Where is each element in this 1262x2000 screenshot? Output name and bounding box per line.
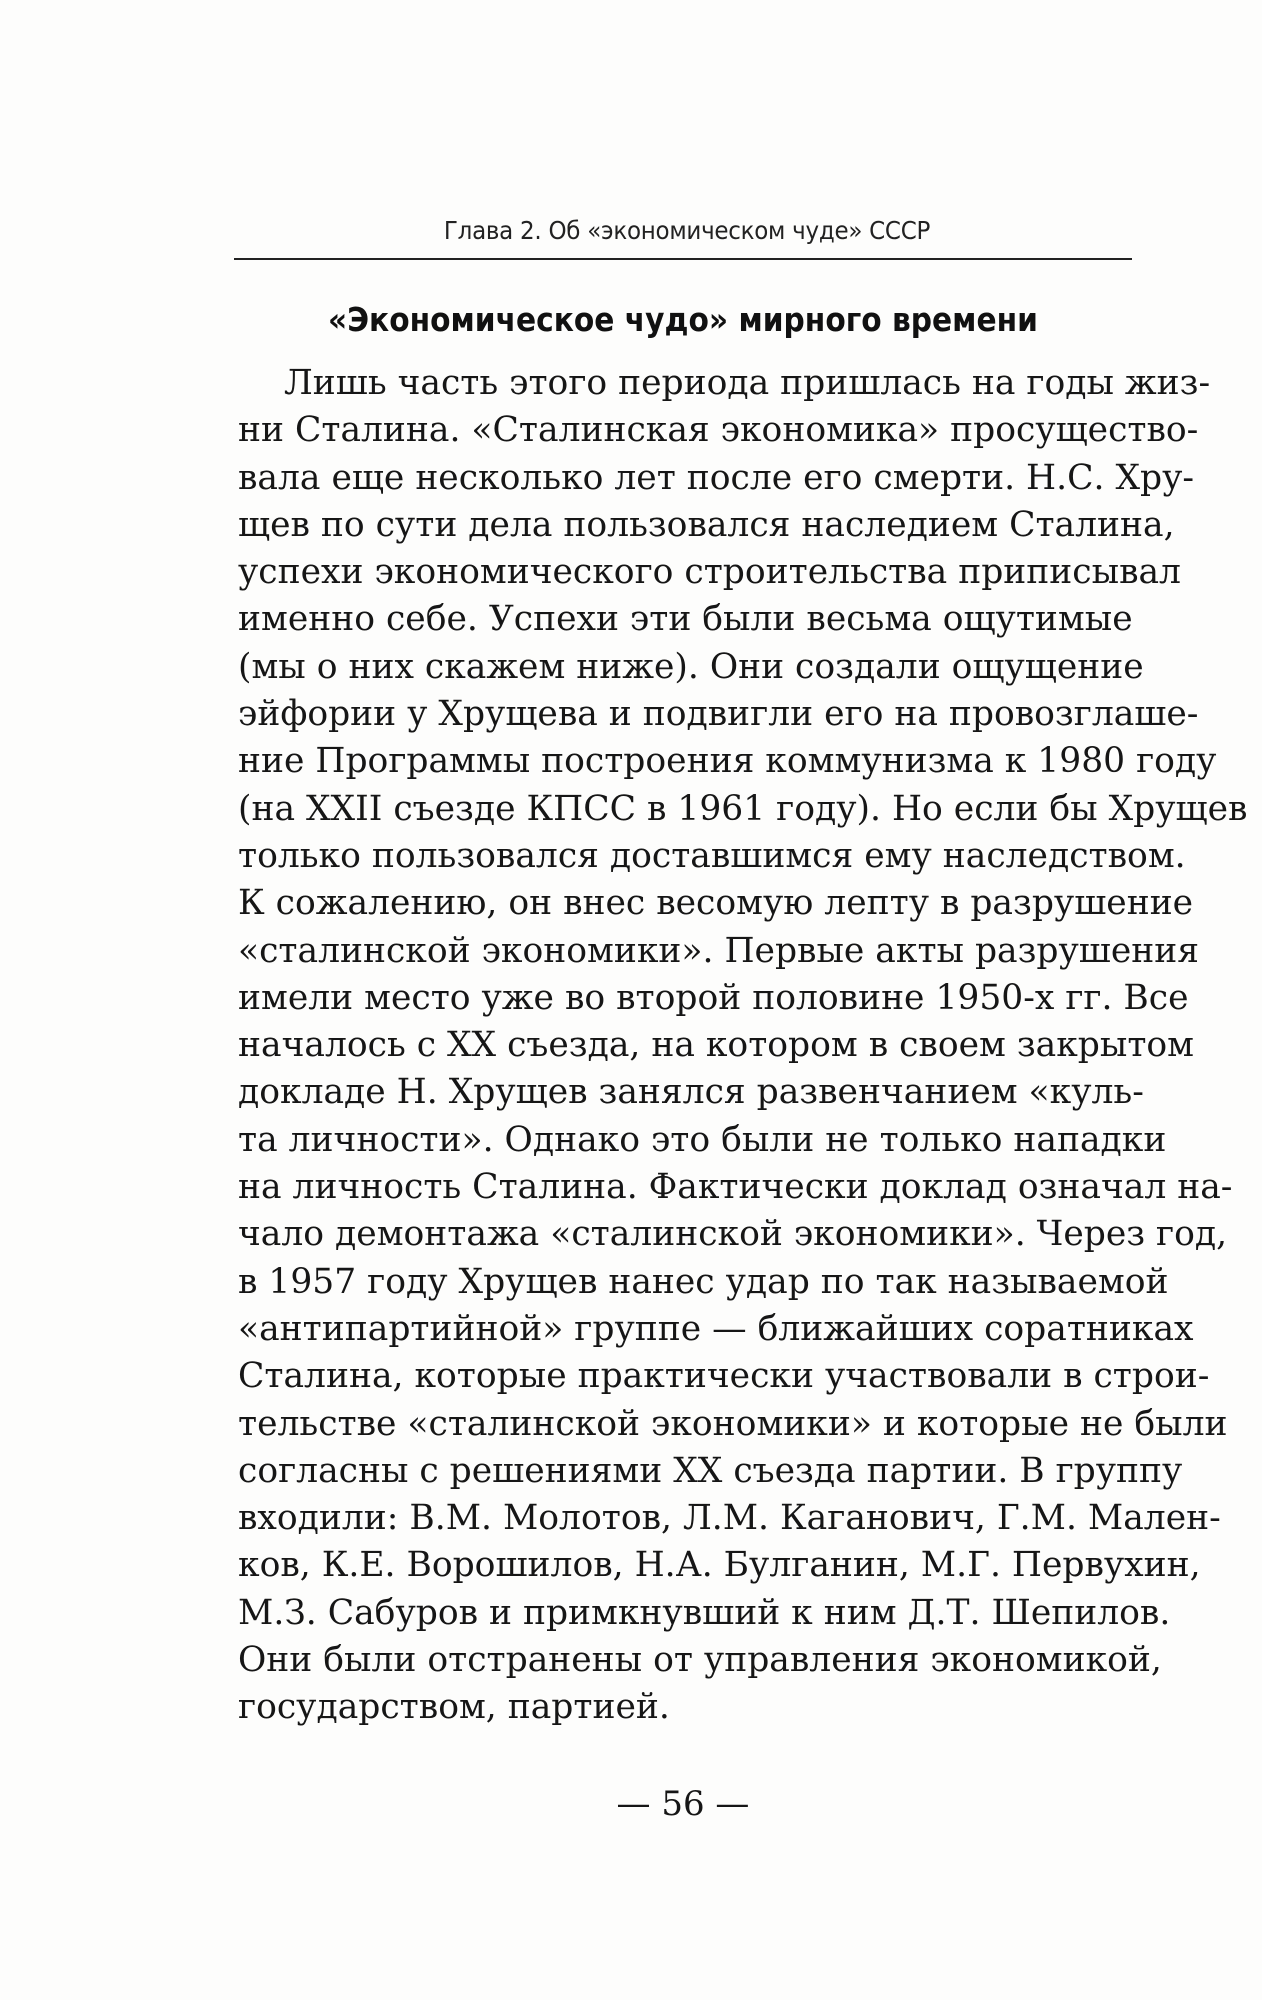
section-title: «Экономическое чудо» мирного времени bbox=[328, 300, 1038, 339]
text-line: входили: В.М. Молотов, Л.М. Каганович, Г.М. Мален- bbox=[238, 1498, 1221, 1539]
text-line: (мы о них скажем ниже). Они создали ощущение bbox=[238, 646, 1144, 687]
text-line: Они были отстранены от управления экономикой, bbox=[238, 1640, 1162, 1681]
text-line: государством, партией. bbox=[238, 1687, 670, 1728]
text-line: началось с XX съезда, на котором в своем закрытом bbox=[238, 1025, 1195, 1066]
body-paragraph bbox=[238, 360, 1248, 1732]
text-line: «антипартийной» группе — ближайших соратниках bbox=[238, 1308, 1194, 1349]
text-line: имели место уже во второй половине 1950-х гг. Все bbox=[238, 977, 1189, 1018]
text-line: «сталинской экономики». Первые акты разрушения bbox=[238, 930, 1200, 971]
text-line: на личность Сталина. Фактически доклад означал на- bbox=[238, 1167, 1233, 1208]
text-line: только пользовался доставшимся ему наследством. bbox=[238, 835, 1186, 876]
text-line: щев по сути дела пользовался наследием Сталина, bbox=[238, 504, 1175, 545]
text-line: К сожалению, он внес весомую лепту в разрушение bbox=[238, 883, 1194, 924]
text-line: (на XXII съезде КПСС в 1961 году). Но если бы Хрущев bbox=[238, 788, 1248, 829]
text-line: тельстве «сталинской экономики» и которые не были bbox=[238, 1403, 1228, 1444]
header-rule bbox=[234, 258, 1132, 260]
text-line: ние Программы построения коммунизма к 1980 году bbox=[238, 741, 1217, 782]
text-line: та личности». Однако это были не только нападки bbox=[238, 1119, 1167, 1160]
text-line: ков, К.Е. Ворошилов, Н.А. Булганин, М.Г. Первухин, bbox=[238, 1545, 1201, 1586]
text-line: докладе Н. Хрущев занялся развенчанием «куль- bbox=[238, 1072, 1144, 1113]
text-line: именно себе. Успехи эти были весьма ощутимые bbox=[238, 599, 1133, 640]
text-line: вала еще несколько лет после его смерти. Н.С. Хру- bbox=[238, 457, 1195, 498]
text-line: успехи экономического строительства приписывал bbox=[238, 552, 1181, 593]
text-line: согласны с решениями XX съезда партии. В группу bbox=[238, 1450, 1183, 1491]
text-line: ни Сталина. «Сталинская экономика» просущество- bbox=[238, 410, 1199, 451]
text-line: Лишь часть этого периода пришлась на годы жиз- bbox=[284, 363, 1211, 403]
running-head: Глава 2. Об «экономическом чуде» СССР bbox=[443, 216, 931, 245]
page-number: — 56 — bbox=[616, 1784, 750, 1824]
text-line: чало демонтажа «сталинской экономики». Через год, bbox=[238, 1214, 1228, 1255]
text-line: Сталина, которые практически участвовали в строи- bbox=[238, 1356, 1210, 1397]
text-line: М.З. Сабуров и примкнувший к ним Д.Т. Шепилов. bbox=[238, 1592, 1171, 1633]
text-line: в 1957 году Хрущев нанес удар по так называемой bbox=[238, 1261, 1169, 1302]
text-line: эйфории у Хрущева и подвигли его на провозглаше- bbox=[238, 694, 1199, 735]
